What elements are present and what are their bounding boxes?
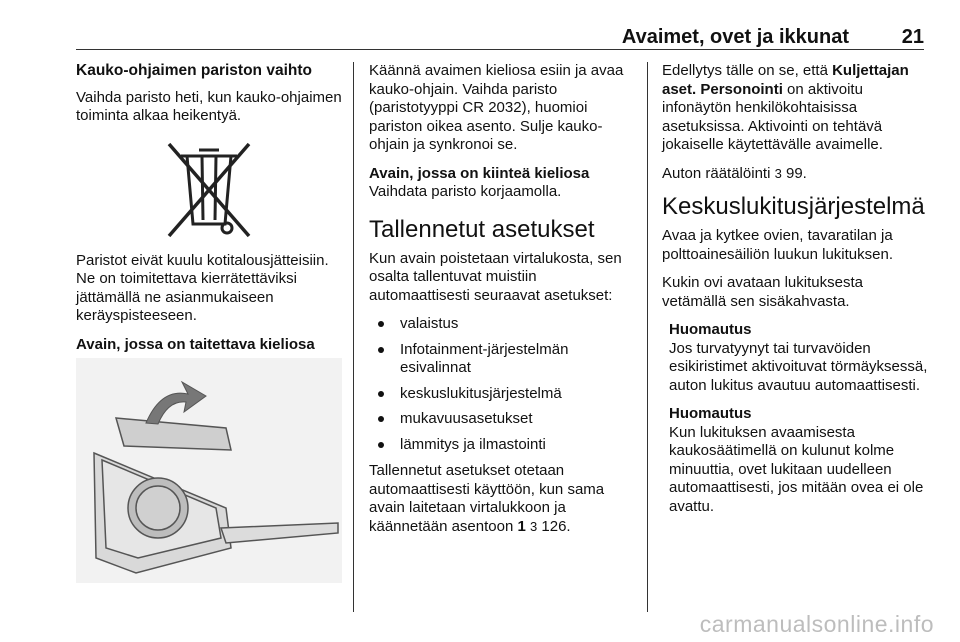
list-item: lämmitys ja ilmastointi xyxy=(369,436,637,455)
column-divider xyxy=(647,62,648,612)
paragraph: Kun avain poistetaan virtalukosta, sen osalta tallentuvat muistiin automaattisesti seuraavat asetukset: xyxy=(369,249,622,304)
column-left xyxy=(76,62,342,589)
note-title: Huomautus xyxy=(669,405,752,422)
text-run: Tallennetut asetukset otetaan automaattisesti käyttöön, kun sama avain laitetaan virtalukkoon ja käännetään asentoon xyxy=(369,462,605,535)
page-number: 21 xyxy=(901,26,924,48)
subheading: Avain, jossa on taitettava kieliosa xyxy=(76,335,315,353)
text-run: Auton räätälöinti xyxy=(662,164,775,182)
page-header xyxy=(0,22,960,52)
paragraph: Avaa ja kytkee ovien, tavaratilan ja polttoainesäiliön luukun lukituksen. xyxy=(662,227,893,263)
list-item: valaistus xyxy=(369,315,637,334)
settings-list xyxy=(369,315,637,454)
note-title: Huomautus xyxy=(669,321,752,338)
paragraph: Paristot eivät kuulu kotitalousjätteisiin. Ne on toimitettava kierrätettäviksi jättämällä ne asianmukaiseen keräyspisteeseen. xyxy=(76,251,329,324)
page-ref-arrow-icon: 3 xyxy=(774,165,782,181)
chapter-title: Avaimet, ovet ja ikkunat xyxy=(621,26,849,48)
header-rule xyxy=(76,49,924,50)
watermark: carmanualsonline.info xyxy=(699,611,934,637)
crossed-bin-icon xyxy=(76,136,342,240)
key-battery-illustration xyxy=(76,358,342,589)
menu-term: Kuljettajan aset. xyxy=(662,62,909,98)
ignition-position: 1 xyxy=(517,517,526,535)
text-run: on aktivoitu infonäytön henkilökohtaisissa asetuksissa. Aktivointi on tehtävä jokaiselle käytettävälle avaimelle. xyxy=(662,80,883,153)
note-text: Jos turvatyynyt tai turvavöiden esikiristimet aktivoituvat törmäyksessä, auton lukitus avautuu automaattisesti. xyxy=(669,339,928,394)
column-middle xyxy=(369,62,637,546)
column-right xyxy=(662,62,930,526)
column-divider xyxy=(353,62,354,612)
paragraph xyxy=(369,462,637,536)
note-box xyxy=(662,321,930,516)
subheading: Avain, jossa on kiinteä kieliosa xyxy=(369,164,590,182)
note-text: Kun lukituksen avaamisesta kaukosäätimellä on kulunut kolme minuuttia, ovet lukitaan uudelleen automaattisesti, jos mitään ovea ei ole avattu. xyxy=(669,423,924,515)
section-heading: Tallennetut asetukset xyxy=(369,215,595,243)
menu-term: Personointi xyxy=(700,80,783,98)
paragraph xyxy=(662,62,930,155)
section-heading: Kauko-ohjaimen pariston vaihto xyxy=(76,62,312,79)
page-ref-arrow-icon: 3 xyxy=(529,518,538,534)
paragraph: Vaihdata paristo korjaamolla. xyxy=(369,183,562,200)
paragraph: Kukin ovi avataan lukituksesta vetämällä sen sisäkahvasta. xyxy=(662,274,863,310)
paragraph: Käännä avaimen kieliosa esiin ja avaa kauko-ohjain. Vaihda paristo (paristotyyppi CR 2032), huomioi pariston oikea asento. Sulje kauko-ohjain ja synkronoi se. xyxy=(369,62,624,153)
list-item: Infotainment-järjestelmän esivalinnat xyxy=(369,341,637,378)
list-item: keskuslukitusjärjestelmä xyxy=(369,385,637,404)
text-run: Edellytys tälle on se, että xyxy=(662,62,833,79)
section-heading: Keskuslukitusjärjestelmä xyxy=(662,193,925,220)
page-ref[interactable]: 126. xyxy=(541,517,571,535)
paragraph xyxy=(662,165,930,184)
paragraph: Vaihda paristo heti, kun kauko-ohjaimen toiminta alkaa heikentyä. xyxy=(76,88,342,124)
page-ref[interactable]: 99. xyxy=(785,164,807,182)
list-item: mukavuusasetukset xyxy=(369,410,637,429)
